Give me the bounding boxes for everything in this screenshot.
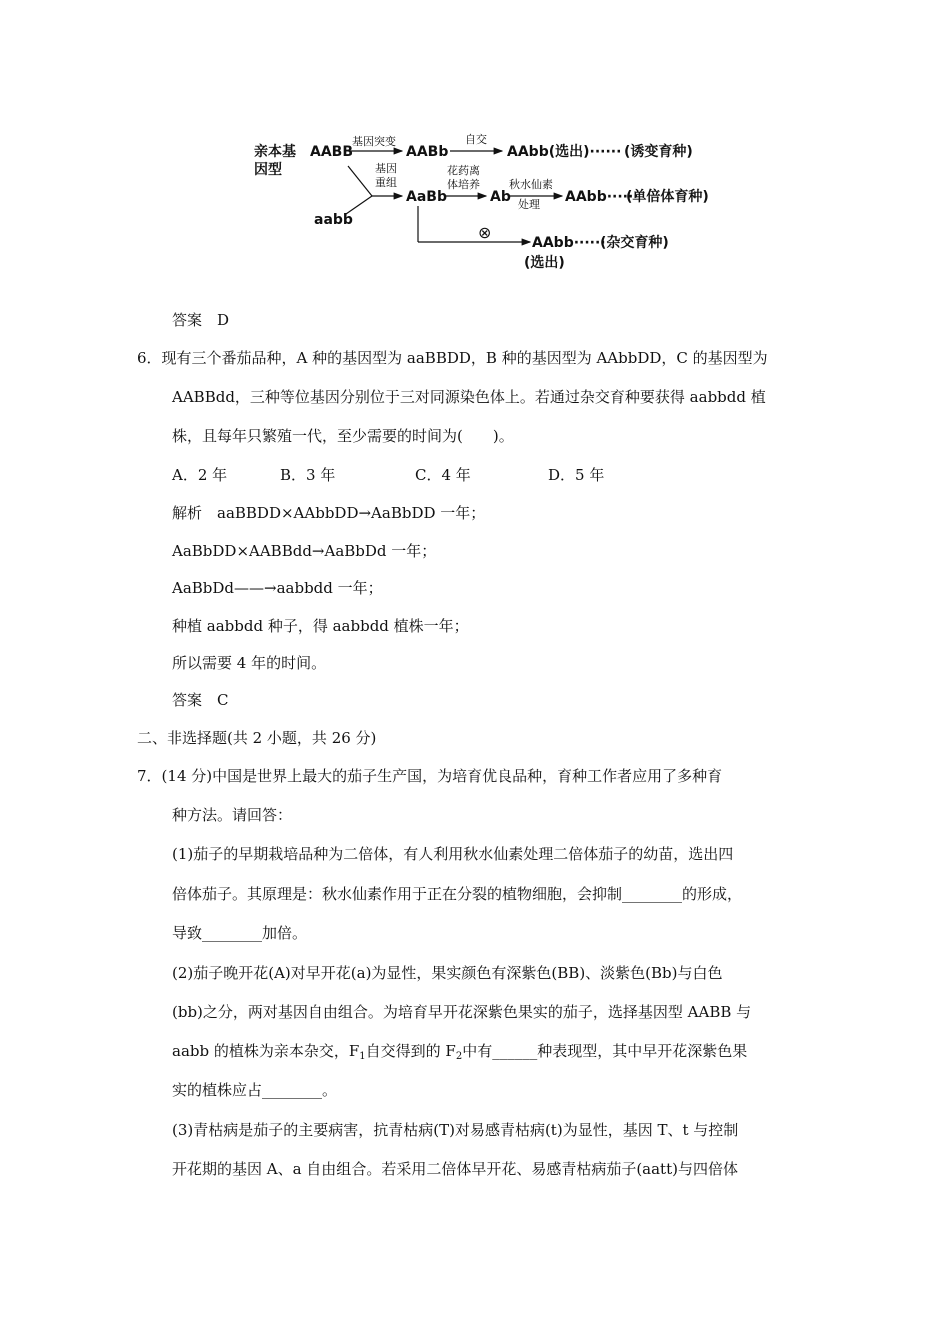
label-selfing: 自交 [465,133,487,146]
label-recomb-1: 基因 [375,162,397,175]
method-mutation-breeding: (诱变育种) [624,144,693,160]
parent-label-line2: 因型 [254,162,282,178]
q7-part2-line3-b: 自交得到的 F [365,1042,456,1060]
answer-q5: 答案 D [172,311,230,329]
selected-aabb-3: AAbb······ [532,235,606,251]
q7-part2-line2: (bb)之分，两对基因自由组合。为培育早开花深紫色果实的茄子，选择基因型 AABB 与 [172,1003,752,1021]
q6-stem-line3: 株，且每年只繁殖一代，至少需要的时间为( )。 [172,427,514,445]
genotype-aabb-lower: aabb [314,212,353,228]
label-recomb-2: 重组 [375,176,397,189]
label-colchicine-2: 处理 [518,198,540,211]
breeding-diagram-svg [250,128,730,278]
q7-part1-line1: (1)茄子的早期栽培品种为二倍体，有人利用秋水仙素处理二倍体茄子的幼苗，选出四 [172,845,734,863]
q6-option-b[interactable]: B．3 年 [280,466,336,484]
answer-q6: 答案 C [172,691,229,709]
q6-stem-line1: 6．现有三个番茄品种，A 种的基因型为 aaBBDD，B 种的基因型为 AAbbDD，C 的基因型为 [137,349,768,367]
subscript-2: 2 [455,1051,463,1062]
genotype-doubled: AAbb······ [565,189,639,205]
genotype-aabb-upper: AABB [310,144,354,160]
q6-analysis-line5: 所以需要 4 年的时间。 [172,654,327,672]
q7-part2-line1: (2)茄子晚开花(A)对早开花(a)为显性，果实颜色有深紫色(BB)、淡紫色(Bb)与白色 [172,964,723,982]
label-anther-1: 花药离 [447,164,480,177]
connector-lower [346,196,372,214]
label-gene-mutation: 基因突变 [352,135,396,148]
q6-analysis-line2: AaBbDD×AABBdd→AaBbDd 一年； [172,542,437,560]
q6-option-d[interactable]: D．5 年 [548,466,605,484]
q7-part2-line3-a: aabb 的植株为亲本杂交，F [172,1042,360,1060]
q7-part2-line4: 实的植株应占________。 [172,1081,338,1099]
parent-label-line1: 亲本基 [254,144,296,160]
q6-options [172,465,604,485]
q6-option-c[interactable]: C．4 年 [415,466,471,484]
genotype-mutant: AABb [406,144,449,160]
label-anther-2: 体培养 [447,178,480,191]
q7-part1-line2: 倍体茄子。其原理是：秋水仙素作用于正在分裂的植物细胞，会抑制________的形成， [172,885,743,903]
q7-part2-line3-c: 中有______种表现型，其中早开花深紫色果 [462,1042,748,1060]
q6-analysis-line3: AaBbDd——→aabbdd 一年； [172,579,383,597]
genotype-hybrid: AaBb [406,189,447,205]
q7-stem-line2: 种方法。请回答： [172,806,293,824]
q7-part2-line3 [172,1041,747,1061]
q6-analysis-line1: 解析 aaBBDD×AAbbDD→AaBbDD 一年； [172,504,486,522]
selfing-symbol: ⊗ [478,223,492,242]
q6-stem-line2: AABBdd，三种等位基因分别位于三对同源染色体上。若通过杂交育种要获得 aabbdd 植 [172,388,766,406]
genotype-haploid: Ab [490,189,511,205]
connector-upper [348,166,372,196]
method-cross-breeding: (杂交育种) [600,235,669,251]
q7-part1-line3: 导致________加倍。 [172,924,308,942]
q6-analysis-line4: 种植 aabbdd 种子，得 aabbdd 植株一年； [172,617,469,635]
q7-stem-line1: 7．(14 分)中国是世界上最大的茄子生产国，为培育优良品种，育种工作者应用了多种育 [137,767,723,785]
method-haploid-breeding: (单倍体育种) [626,189,709,205]
q6-option-a[interactable]: A．2 年 [172,466,228,484]
subscript-1: 1 [359,1051,366,1062]
selected-aabb-1: AAbb(选出)······ [507,144,622,160]
q7-part3-line1: (3)青枯病是茄子的主要病害，抗青枯病(T)对易感青枯病(t)为显性，基因 T、t 与控制 [172,1121,739,1139]
breeding-diagram [250,128,730,278]
label-select-note: (选出) [524,255,565,271]
label-colchicine-1: 秋水仙素 [509,178,553,191]
section-heading: 二、非选择题(共 2 小题，共 26 分) [137,729,377,747]
q7-part3-line2: 开花期的基因 A、a 自由组合。若采用二倍体早开花、易感青枯病茄子(aatt)与四倍体 [172,1160,738,1178]
